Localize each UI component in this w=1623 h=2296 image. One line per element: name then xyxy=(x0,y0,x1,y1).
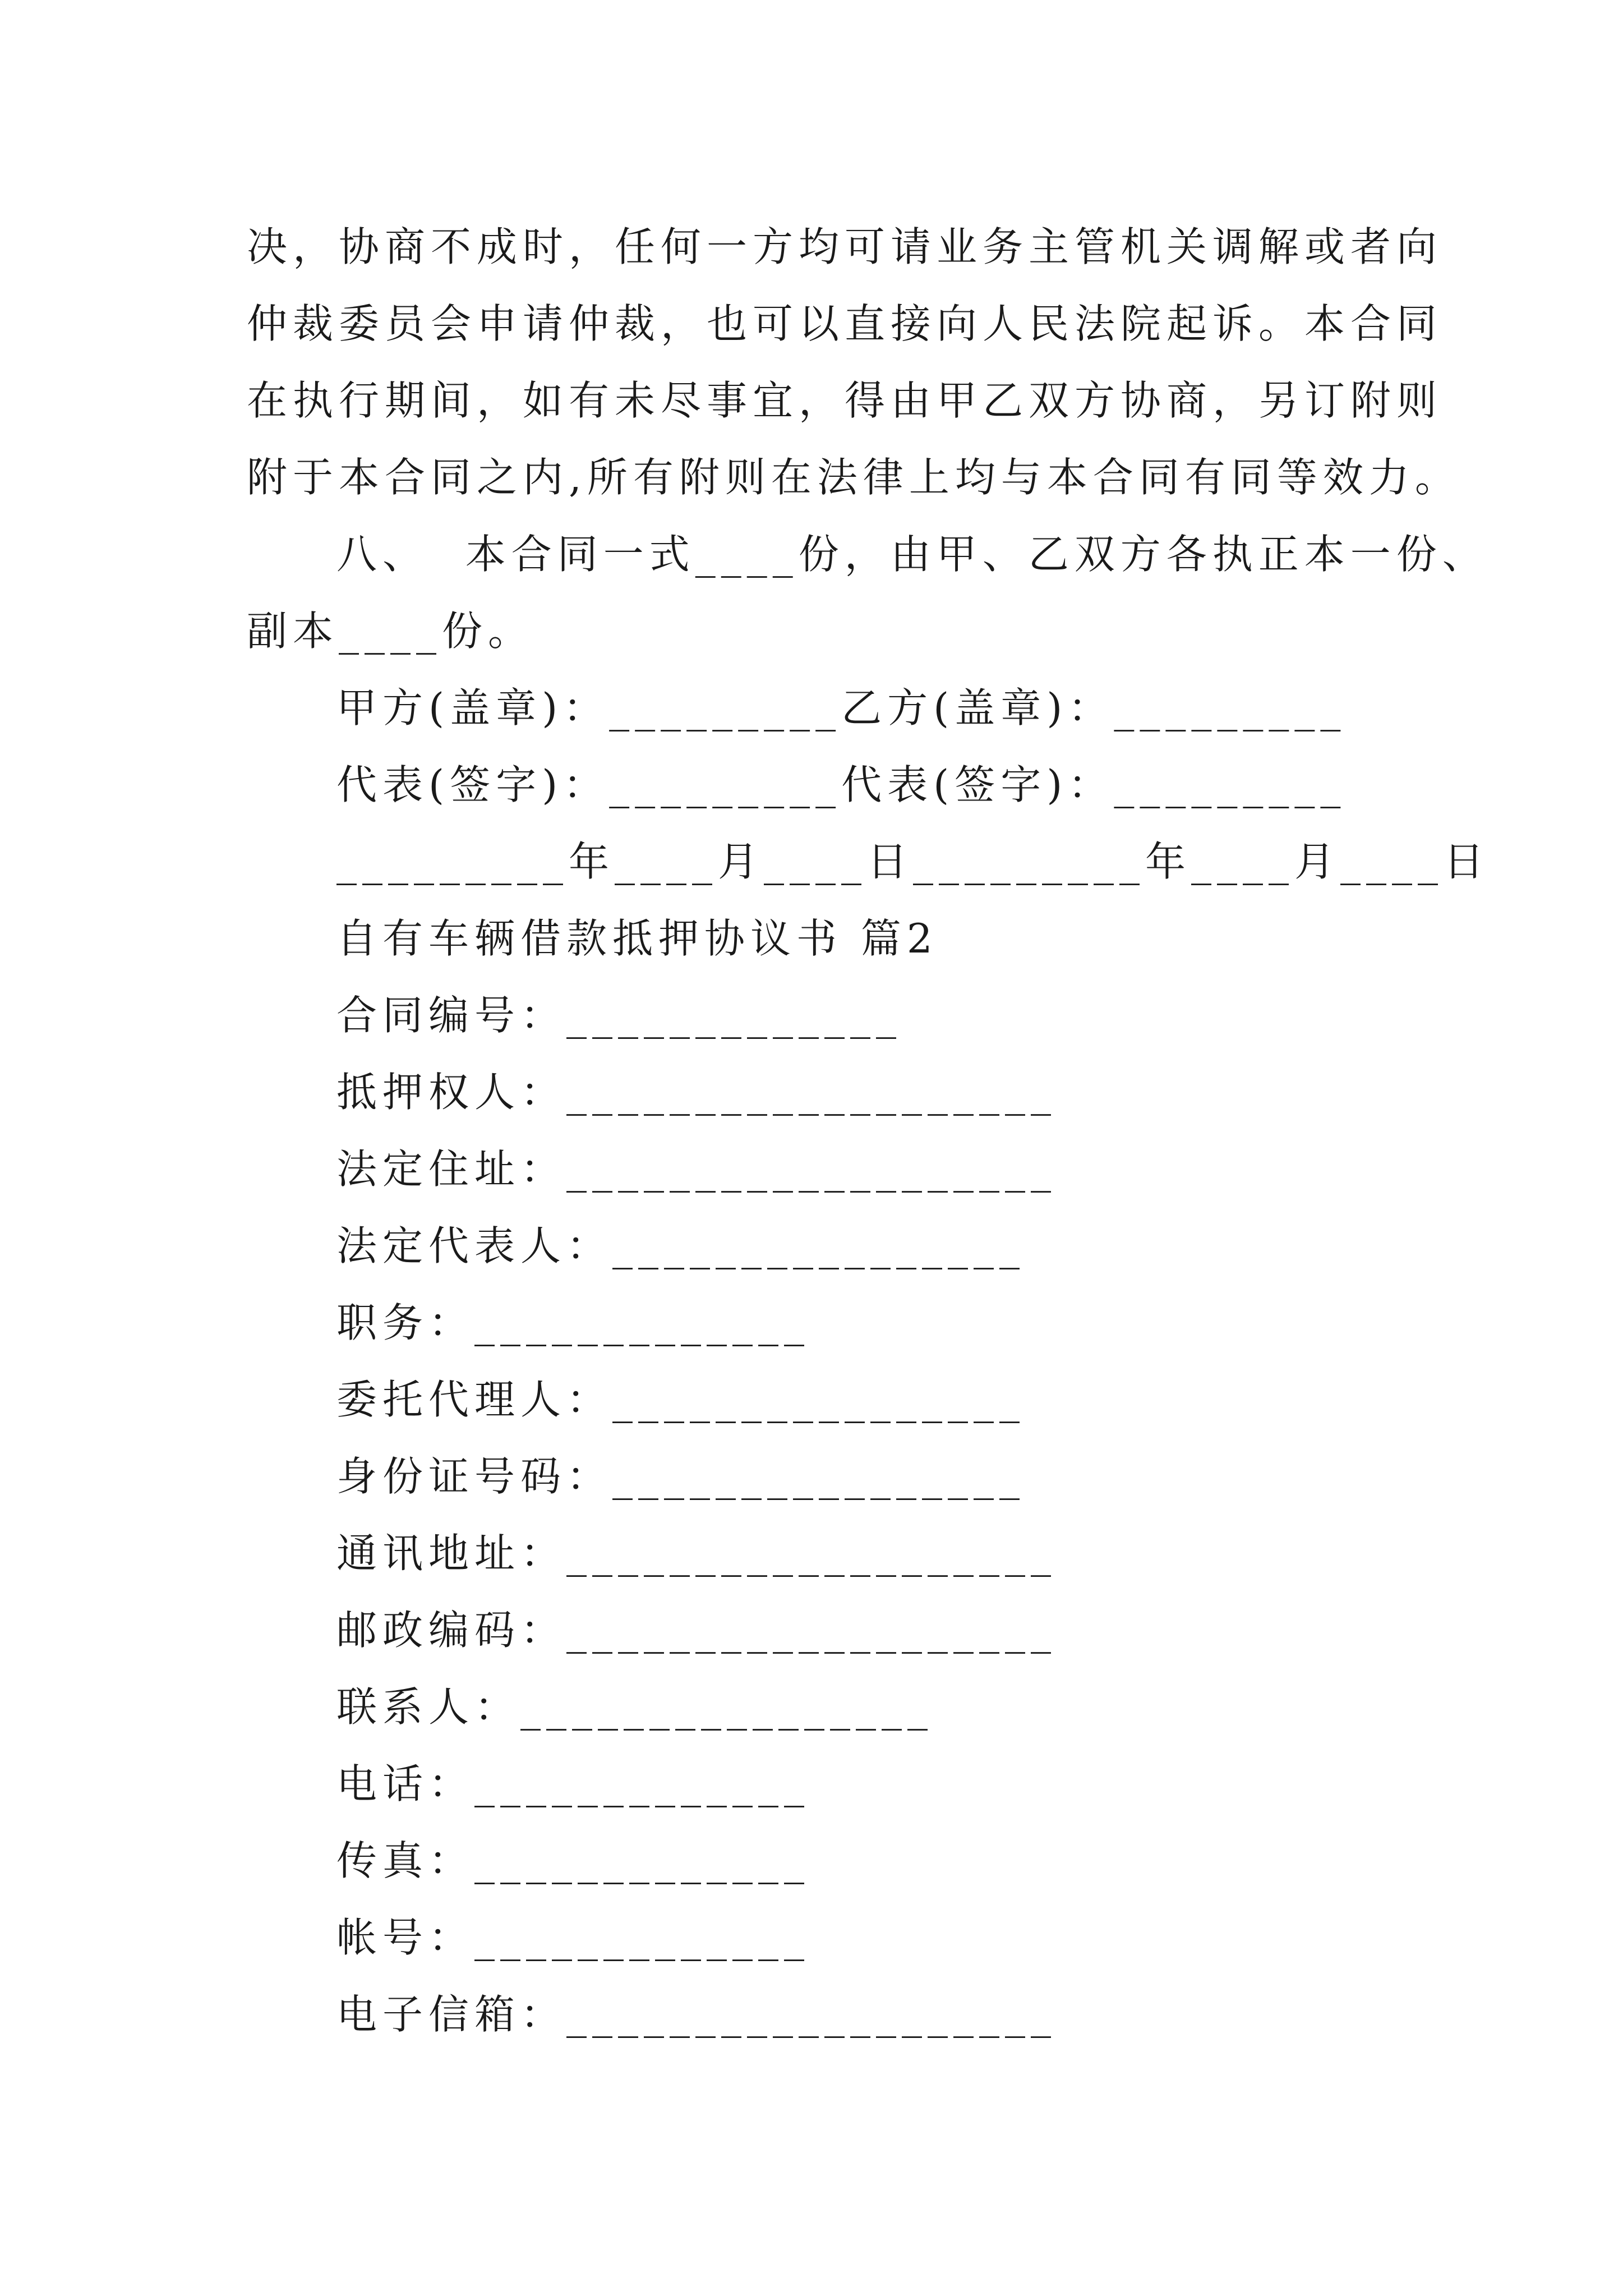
field-mortgagee: 抵押权人：___________________ xyxy=(336,1069,1057,1116)
field-contact-person: 联系人：________________ xyxy=(336,1683,934,1731)
clause-8-line-2: 副本____份。 xyxy=(247,608,534,655)
field-account-number: 帐号：_____________ xyxy=(336,1914,810,1961)
paragraph-line-3: 在执行期间，如有未尽事宜，得由甲乙双方协商，另订附则 xyxy=(247,377,1443,424)
field-legal-address: 法定住址：___________________ xyxy=(336,1145,1057,1193)
field-position: 职务：_____________ xyxy=(336,1299,810,1346)
field-fax: 传真：_____________ xyxy=(336,1837,810,1884)
paragraph-line-4: 附于本合同之内,所有附则在法律上均与本合同有同等效力。 xyxy=(247,454,1461,501)
party-seal-line: 甲方(盖章)：_________乙方(盖章)：_________ xyxy=(336,684,1347,731)
paragraph-line-2: 仲裁委员会申请仲裁，也可以直接向人民法院起诉。本合同 xyxy=(247,300,1443,347)
paragraph-line-1: 决，协商不成时，任何一方均可请业务主管机关调解或者向 xyxy=(247,223,1443,270)
representative-sign-line: 代表(签字)：_________代表(签字)：_________ xyxy=(336,761,1347,808)
field-email: 电子信箱：___________________ xyxy=(336,1991,1057,2038)
field-mailing-address: 通讯地址：___________________ xyxy=(336,1530,1057,1577)
field-id-number: 身份证号码：________________ xyxy=(336,1453,1026,1500)
field-authorized-agent: 委托代理人：________________ xyxy=(336,1376,1026,1423)
clause-8-line-1: 八、 本合同一式____份，由甲、乙双方各执正本一份、 xyxy=(336,531,1488,578)
field-contract-number: 合同编号：_____________ xyxy=(336,992,902,1039)
section-title: 自有车辆借款抵押协议书 篇2 xyxy=(336,915,938,962)
field-postal-code: 邮政编码：___________________ xyxy=(336,1607,1057,1654)
field-phone: 电话：_____________ xyxy=(336,1760,810,1807)
field-legal-representative: 法定代表人：________________ xyxy=(336,1222,1026,1269)
date-line: _________年____月____日_________年____月____日 xyxy=(336,838,1490,885)
